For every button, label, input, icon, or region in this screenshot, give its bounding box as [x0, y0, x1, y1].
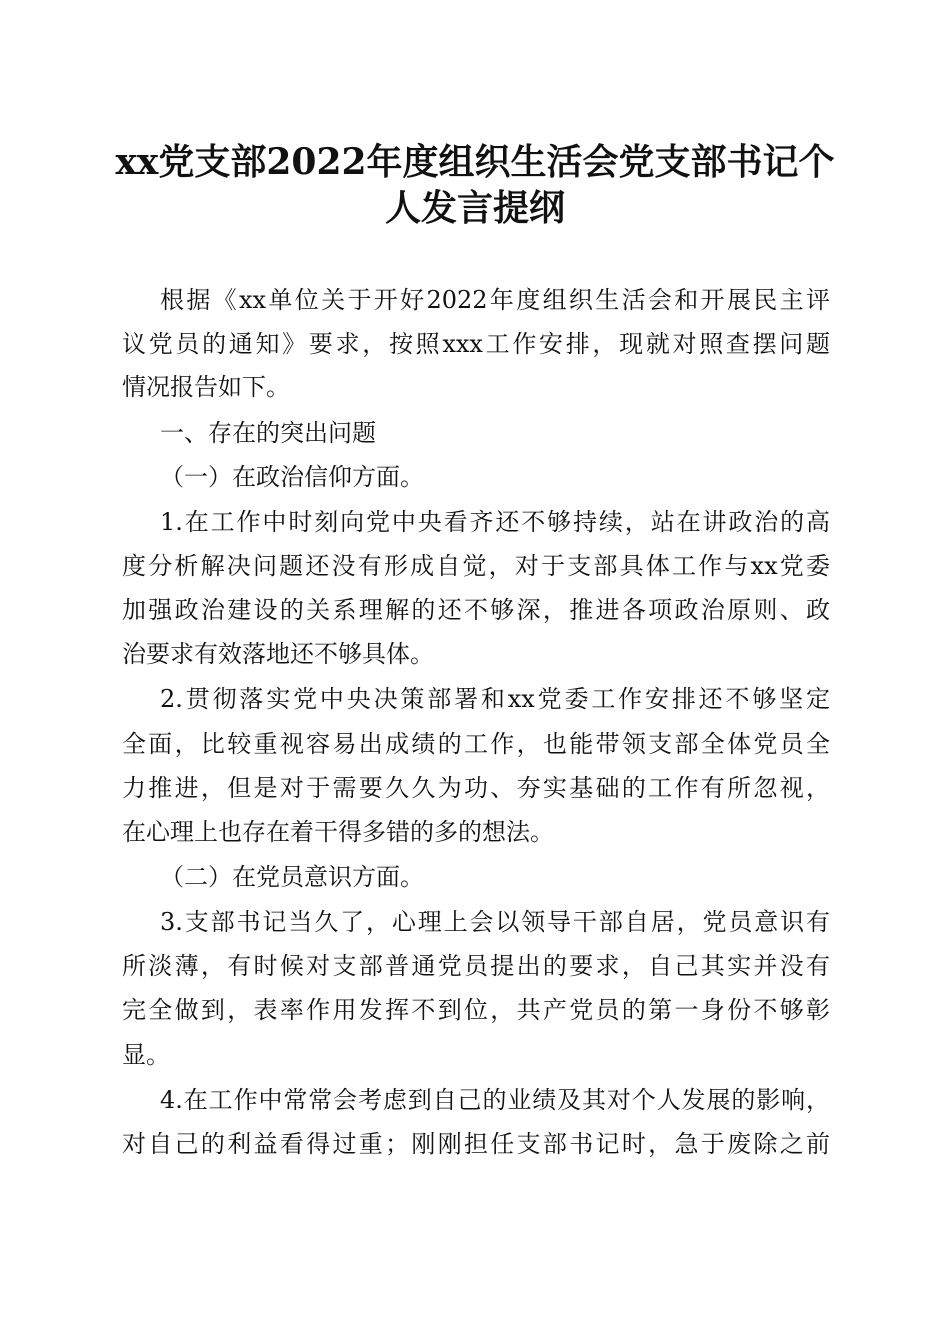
item2-line-3: 力推进，但是对于需要久久为功、夯实基础的工作有所忽视，: [122, 774, 830, 802]
subheading-party-awareness: （二）在党员意识方面。: [160, 863, 424, 891]
item1-line-2: 度分析解决问题还没有形成自觉，对于支部具体工作与xx党委: [122, 552, 830, 580]
document-title-line-1: xx党支部2022年度组织生活会党支部书记个: [115, 141, 835, 183]
intro-line-2: 议党员的通知》要求，按照xxx工作安排，现就对照查摆问题: [122, 330, 830, 358]
item2-line-1: 2.贯彻落实党中央决策部署和xx党委工作安排还不够坚定: [160, 685, 830, 713]
item3-line-4: 显。: [122, 1041, 170, 1069]
item2-line-2: 全面，比较重视容易出成绩的工作，也能带领支部全体党员全: [122, 730, 830, 758]
item3-line-1: 3.支部书记当久了，心理上会以领导干部自居，党员意识有: [160, 908, 830, 936]
section-heading: 一、存在的突出问题: [160, 419, 376, 447]
item3-line-2: 所淡薄，有时候对支部普通党员提出的要求，自己其实并没有: [122, 952, 830, 980]
intro-line-1: 根据《xx单位关于开好2022年度组织生活会和开展民主评: [160, 286, 830, 314]
item2-line-4: 在心理上也存在着干得多错的多的想法。: [122, 818, 554, 846]
intro-line-3: 情况报告如下。: [122, 373, 290, 401]
item4-line-1: 4.在工作中常常会考虑到自己的业绩及其对个人发展的影响，: [160, 1086, 830, 1114]
item1-line-3: 加强政治建设的关系理解的还不够深，推进各项政治原则、政: [122, 596, 830, 624]
subheading-political-belief: （一）在政治信仰方面。: [160, 463, 424, 491]
item3-line-3: 完全做到，表率作用发挥不到位，共产党员的第一身份不够彰: [122, 996, 830, 1024]
item1-line-1: 1.在工作中时刻向党中央看齐还不够持续，站在讲政治的高: [160, 508, 830, 536]
document-title-line-2: 人发言提纲: [384, 187, 565, 229]
item4-line-2: 对自己的利益看得过重；刚刚担任支部书记时，急于废除之前: [122, 1130, 830, 1158]
item1-line-4: 治要求有效落地还不够具体。: [122, 640, 434, 668]
